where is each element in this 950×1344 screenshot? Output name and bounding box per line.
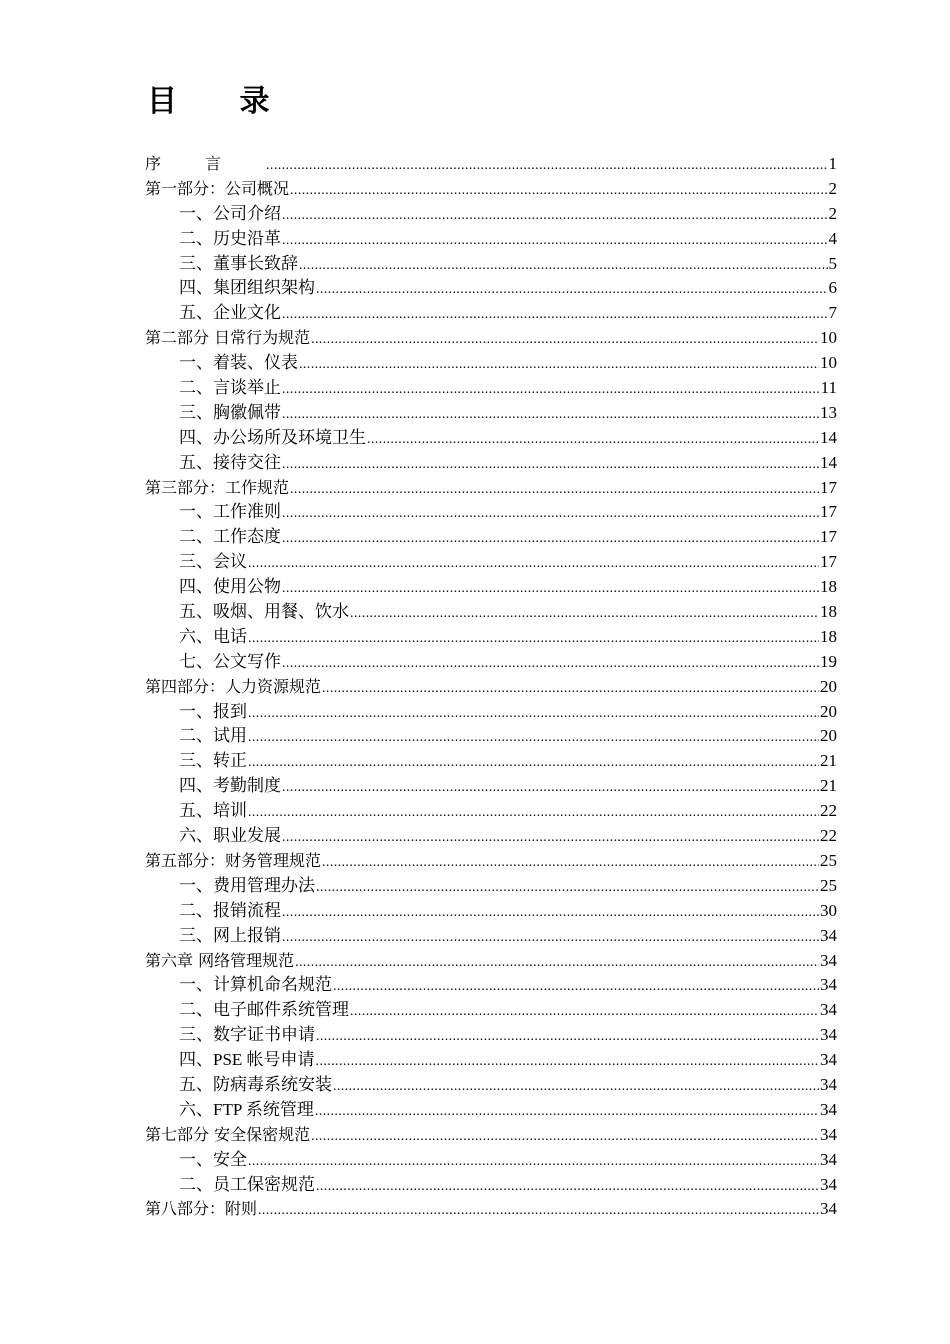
toc-section-entry[interactable] [145,799,837,824]
toc-section-entry[interactable] [145,824,837,849]
toc-page-number: 17 [820,477,837,497]
toc-entry-title: 五、接待交往 [179,452,281,472]
toc-entry-title: 二、言谈举止 [179,378,281,398]
dot-leader [248,1150,819,1175]
dot-leader [311,328,819,353]
toc-section-entry[interactable] [145,202,837,227]
toc-section-entry[interactable] [145,227,837,252]
dot-leader [282,403,819,428]
toc-section-entry[interactable] [145,749,837,774]
toc-entry-title: 三、数字证书申请 [179,1025,315,1045]
toc-entry-title: 一、安全 [179,1149,247,1169]
dot-leader [322,851,819,876]
toc-part-entry[interactable] [145,476,837,501]
toc-entry-title: 第三部分：工作规范 [145,477,290,497]
toc-section-entry[interactable] [145,550,837,575]
toc-entry-title: 第六章 网络管理规范 [145,950,295,970]
toc-page-number: 17 [820,502,837,522]
toc-section-entry[interactable] [145,500,837,525]
toc-section-entry[interactable] [145,376,837,401]
toc-page-number: 34 [820,1199,837,1219]
toc-entry-title: 三、会议 [179,552,247,572]
toc-entry-title: 二、电子邮件系统管理 [179,1000,349,1020]
dot-leader [315,1100,819,1125]
toc-page-number: 34 [820,1124,837,1144]
dot-leader [350,602,819,627]
dot-leader [248,702,819,727]
toc-entry-title: 二、报销流程 [179,900,281,920]
toc-entry-title: 五、企业文化 [179,303,281,323]
dot-leader [333,975,819,1000]
toc-page-number: 34 [820,975,837,995]
toc-section-entry[interactable] [145,301,837,326]
toc-section-entry[interactable] [145,874,837,899]
toc-section-entry[interactable] [145,1098,837,1123]
toc-section-entry[interactable] [145,1048,837,1073]
dot-leader [322,677,819,702]
dot-leader [282,926,819,951]
toc-section-entry[interactable] [145,924,837,949]
toc-section-entry[interactable] [145,575,837,600]
toc-page-number: 30 [820,900,837,920]
dot-leader [282,652,819,677]
dot-leader [248,726,819,751]
toc-page-number: 1 [828,154,837,173]
dot-leader [316,1175,819,1200]
toc-entry-title: 第五部分：财务管理规范 [145,850,322,870]
toc-page-number: 34 [820,1000,837,1020]
toc-page-number: 14 [820,452,837,472]
dot-leader [316,278,828,303]
toc-section-entry[interactable] [145,426,837,451]
toc-entry-title: 第八部分：附则 [145,1199,258,1219]
toc-section-entry[interactable] [145,1173,837,1198]
dot-leader [282,826,819,851]
toc-entry-title: 四、考勤制度 [179,776,281,796]
toc-page-number: 22 [820,801,837,821]
dot-leader [248,801,819,826]
toc-page-number: 18 [820,577,837,597]
toc-page-number: 34 [820,950,837,970]
dot-leader [282,502,819,527]
toc-entry-title: 四、使用公物 [179,577,281,597]
toc-entry-title: 序言 [145,154,266,173]
toc-entry-title: 一、工作准则 [179,502,281,522]
toc-page-number: 13 [820,402,837,422]
toc-page-number: 20 [820,726,837,746]
toc-page-number: 17 [820,552,837,572]
dot-leader [282,577,819,602]
toc-page-number: 34 [820,925,837,945]
toc-part-entry[interactable] [145,849,837,874]
toc-part-entry[interactable] [145,675,837,700]
toc-page-number: 25 [820,850,837,870]
dot-leader [367,428,819,453]
toc-section-entry[interactable] [145,525,837,550]
toc-entry-title: 六、电话 [179,626,247,646]
toc-part-entry[interactable] [145,1197,837,1222]
toc-entry-title: 五、吸烟、用餐、饮水 [179,602,349,622]
dot-leader [258,1199,819,1224]
toc-section-entry[interactable] [145,650,837,675]
toc-page-number: 25 [820,875,837,895]
toc-section-entry[interactable] [145,351,837,376]
toc-page-number: 6 [828,278,837,298]
toc-part-entry[interactable] [145,177,837,202]
toc-page-number: 34 [820,1074,837,1094]
toc-section-entry[interactable] [145,625,837,650]
toc-section-entry[interactable] [145,252,837,277]
toc-page-number: 7 [828,303,837,323]
toc-entry-title: 四、办公场所及环境卫生 [179,427,366,447]
dot-leader [316,1025,819,1050]
toc-entry-title: 二、员工保密规范 [179,1174,315,1194]
dot-leader [266,154,827,179]
toc-section-entry[interactable] [145,1023,837,1048]
toc-part-entry[interactable] [145,152,837,177]
dot-leader [282,453,819,478]
dot-leader [333,1075,819,1100]
toc-section-entry[interactable] [145,600,837,625]
toc-section-entry[interactable] [145,774,837,799]
toc-entry-title: 三、胸徽佩带 [179,402,281,422]
toc-section-entry[interactable] [145,998,837,1023]
toc-entry-title: 五、防病毒系统安装 [179,1074,332,1094]
toc-entry-title: 六、职业发展 [179,826,281,846]
dot-leader [290,478,819,503]
toc-page-number: 14 [820,427,837,447]
dot-leader [282,303,828,328]
toc-entry-title: 一、着装、仪表 [179,353,298,373]
dot-leader [290,179,827,204]
toc-entry-title: 一、报到 [179,701,247,721]
toc-section-entry[interactable] [145,973,837,998]
toc-section-entry[interactable] [145,401,837,426]
toc-title: 目 录 [147,84,296,119]
toc-page-number: 19 [820,651,837,671]
toc-page-number: 18 [820,626,837,646]
toc-section-entry[interactable] [145,1148,837,1173]
table-of-contents [145,152,837,1222]
dot-leader [350,1000,819,1025]
toc-entry-title: 第二部分 日常行为规范 [145,328,311,348]
toc-entry-title: 七、公文写作 [179,651,281,671]
toc-section-entry[interactable] [145,899,837,924]
dot-leader [248,552,819,577]
toc-page-number: 2 [828,203,837,223]
toc-page-number: 4 [828,228,837,248]
dot-leader [282,527,819,552]
toc-page-number: 10 [820,353,837,373]
dot-leader [282,776,819,801]
toc-page-number: 18 [820,602,837,622]
toc-section-entry[interactable] [145,700,837,725]
toc-entry-title: 四、PSE 帐号申请 [179,1050,315,1070]
toc-entry-title: 三、网上报销 [179,925,281,945]
toc-entry-title: 一、计算机命名规范 [179,975,332,995]
dot-leader [248,751,819,776]
toc-page-number: 5 [828,253,837,273]
toc-page-number: 21 [820,776,837,796]
toc-part-entry[interactable] [145,1123,837,1148]
toc-page-number: 10 [820,328,837,348]
toc-page-number: 11 [820,378,837,398]
dot-leader [316,1050,819,1075]
toc-section-entry[interactable] [145,724,837,749]
dot-leader [282,378,820,403]
dot-leader [282,204,828,229]
toc-page-number: 20 [820,701,837,721]
dot-leader [282,901,819,926]
toc-entry-title: 二、试用 [179,726,247,746]
toc-entry-title: 三、转正 [179,751,247,771]
dot-leader [311,1125,819,1150]
toc-page-number: 34 [820,1149,837,1169]
dot-leader [248,627,819,652]
toc-entry-title: 五、培训 [179,801,247,821]
toc-page-number: 34 [820,1174,837,1194]
toc-page-number: 34 [820,1025,837,1045]
toc-entry-title: 二、历史沿革 [179,228,281,248]
dot-leader [299,254,828,279]
toc-part-entry[interactable] [145,326,837,351]
toc-section-entry[interactable] [145,451,837,476]
toc-page-number: 20 [820,676,837,696]
toc-entry-title: 二、工作态度 [179,527,281,547]
toc-section-entry[interactable] [145,1073,837,1098]
toc-page-number: 34 [820,1099,837,1119]
dot-leader [295,951,819,976]
toc-part-entry[interactable] [145,949,837,974]
dot-leader [299,353,819,378]
toc-entry-title: 三、董事长致辞 [179,253,298,273]
dot-leader [316,876,819,901]
toc-page-number: 2 [828,178,837,198]
toc-entry-title: 一、公司介绍 [179,203,281,223]
toc-entry-title: 六、FTP 系统管理 [179,1099,314,1119]
toc-entry-title: 第四部分：人力资源规范 [145,676,322,696]
dot-leader [282,229,828,254]
toc-section-entry[interactable] [145,276,837,301]
toc-page-number: 17 [820,527,837,547]
toc-entry-title: 第七部分 安全保密规范 [145,1124,311,1144]
toc-page-number: 22 [820,826,837,846]
toc-entry-title: 一、费用管理办法 [179,875,315,895]
toc-page-number: 21 [820,751,837,771]
toc-page-number: 34 [820,1050,837,1070]
toc-entry-title: 第一部分：公司概况 [145,178,290,198]
toc-entry-title: 四、集团组织架构 [179,278,315,298]
